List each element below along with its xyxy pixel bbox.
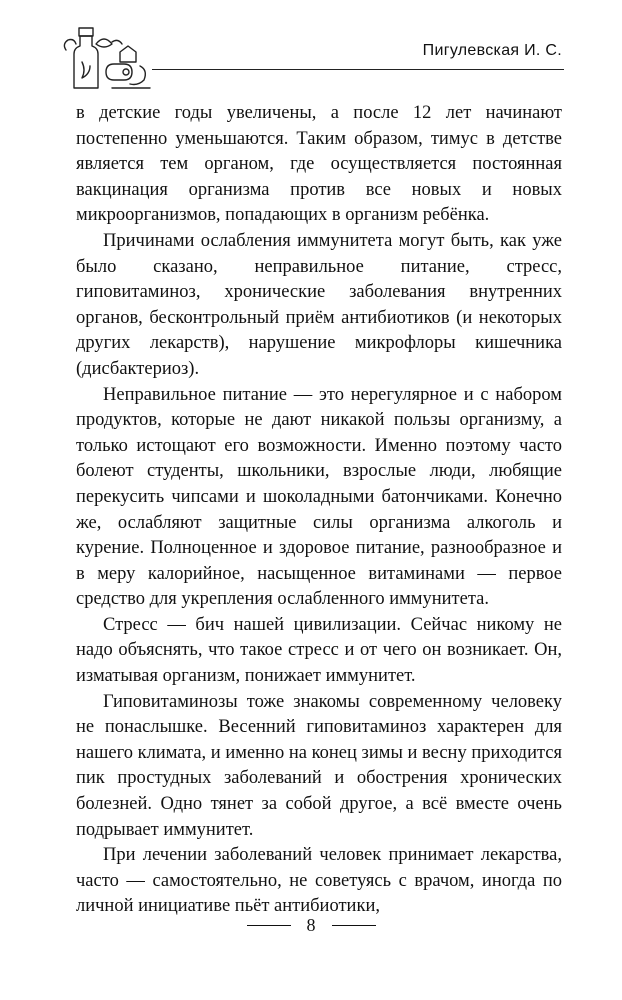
bottles-and-cup-sketch-icon [60, 14, 152, 94]
footer-dash-left [247, 925, 291, 926]
body-text [76, 101, 562, 920]
paragraph: При лечении заболеваний человек принимает лекарства, часто — самостоятельно, не советуясь с врачом, иногда по личной инициативе пьёт антибиотики, [76, 845, 562, 917]
footer-dash-right [332, 925, 376, 926]
page-footer [0, 915, 622, 936]
paragraph: Причинами ослабления иммунитета могут быть, как уже было сказано, неправильное питание, стресс, гиповитаминоз, хронические заболевания внутренних органов, бесконтрольный приём антибиотиков (и некоторых других лекарств), нарушение микрофлоры кишечника (дисбактериоз). [76, 230, 562, 379]
running-head-author: Пигулевская И. С. [422, 42, 562, 59]
paragraph: Гиповитаминозы тоже знакомы современному человеку не понаслышке. Весенний гиповитаминоз характерен для нашего климата, и именно на конец зимы и весну приходится пик простудных заболеваний и обострения хронических болезней. Одно тянет за собой другое, а всё вместе очень подрывает иммунитет. [76, 691, 562, 840]
page-number: 8 [306, 915, 316, 935]
paragraph: в детские годы увеличены, а после 12 лет начинают постепенно уменьшаются. Таким образом, тимус в детстве является тем органом, где осуществляется постоянная вакцинация организма против все новых и новых микроорганизмов, попадающих в организм ребёнка. [76, 103, 562, 226]
header-rule [152, 69, 564, 70]
paragraph: Стресс — бич нашей цивилизации. Сейчас никому не надо объяснять, что такое стресс и от чего он возникает. Он, изматывая организм, понижает иммунитет. [76, 614, 562, 687]
paragraph: Неправильное питание — это нерегулярное и с набором продуктов, которые не дают никакой пользы организму, а только истощают его возможности. Именно поэтому часто болеют студенты, школьники, взрослые люди, любящие перекусить чипсами и шоколадными батончиками. Конечно же, ослабляют защитные силы организма алкоголь и курение. Полноценное и здоровое питание, разнообразное и в меру калорийное, насыщенное витаминами — первое средство для укрепления ослабленного иммунитета. [76, 384, 562, 610]
